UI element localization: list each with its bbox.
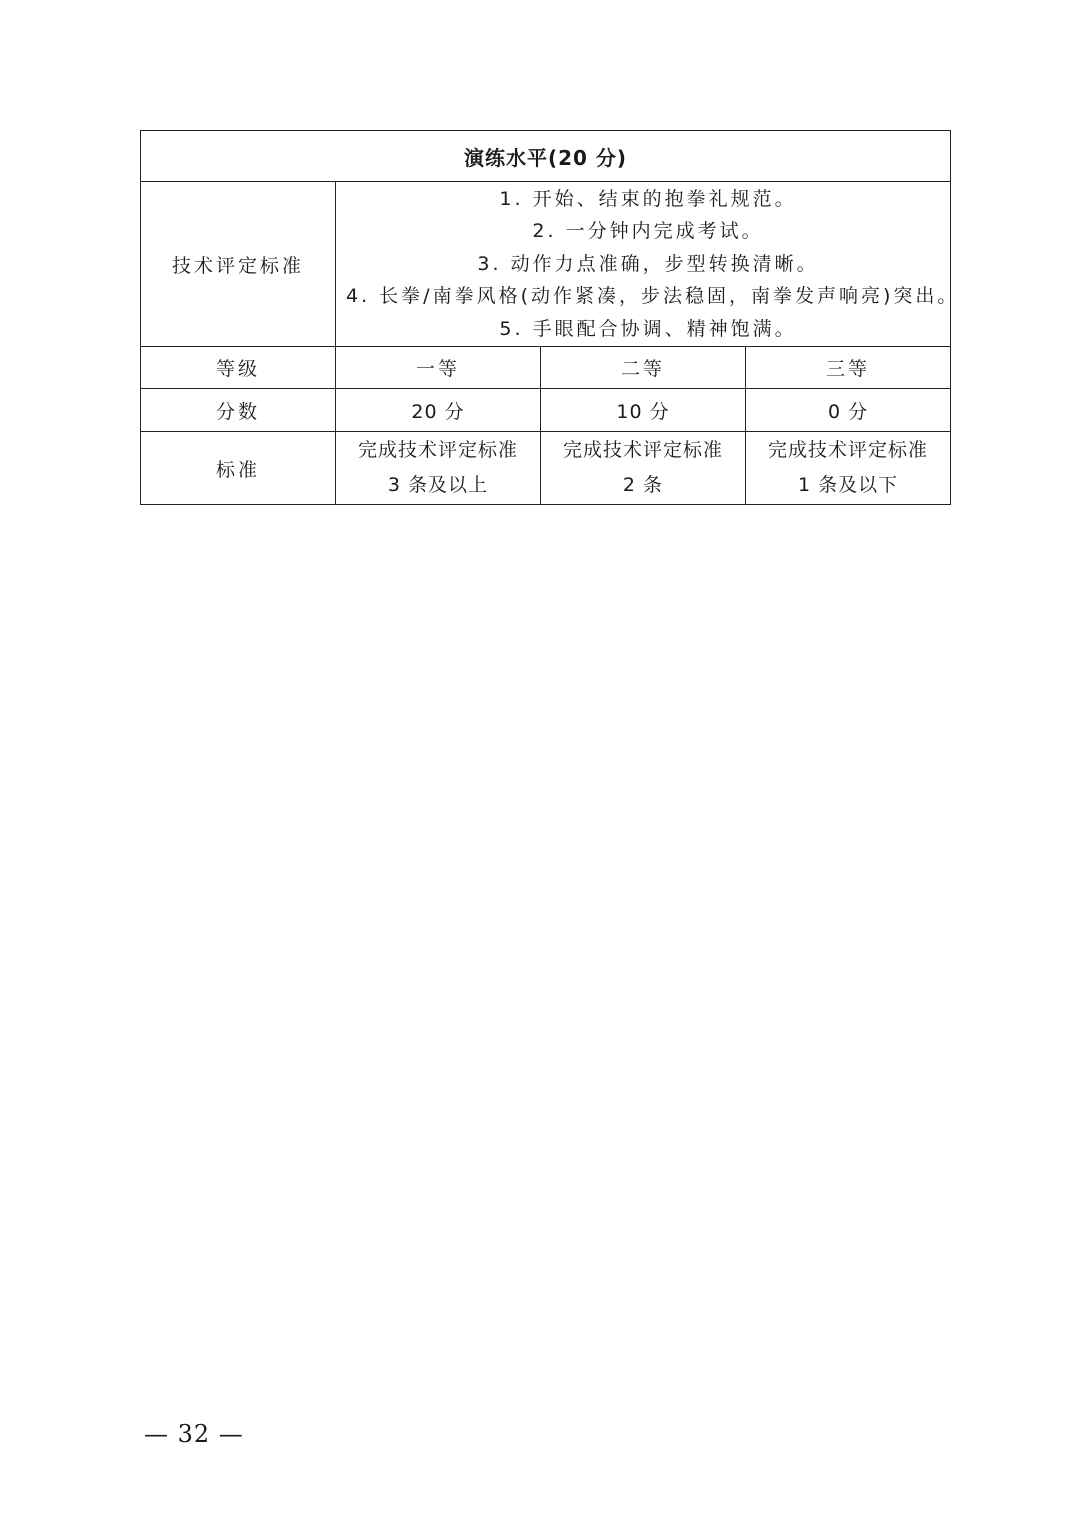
level-third: 三等: [746, 347, 951, 389]
score-third: 0 分: [746, 389, 951, 432]
standard-third-line1: 完成技术评定标准: [768, 439, 929, 461]
criteria-item: 4. 长拳/南拳风格(动作紧凑，步法稳固，南拳发声响亮)突出。: [346, 285, 960, 308]
standard-second-line2: 2 条: [622, 474, 664, 496]
standard-third-line2: 1 条及以下: [797, 474, 899, 496]
standard-first-line2: 3 条及以上: [387, 474, 489, 496]
standard-first: [336, 432, 541, 505]
score-second: 10 分: [541, 389, 746, 432]
standard-row: [141, 432, 951, 505]
criteria-item: 5. 手眼配合协调、精神饱满。: [499, 317, 797, 340]
criteria-item: 1. 开始、结束的抱拳礼规范。: [499, 187, 797, 210]
scoring-table: [140, 130, 960, 505]
criteria-item: 2. 一分钟内完成考试。: [532, 220, 764, 243]
level-first: 一等: [336, 347, 541, 389]
page-number: — 32 —: [144, 1420, 244, 1448]
criteria-label: 技术评定标准: [141, 182, 336, 347]
standard-first-line1: 完成技术评定标准: [357, 439, 518, 461]
score-label: 分数: [141, 389, 336, 432]
score-first: 20 分: [336, 389, 541, 432]
level-second: 二等: [541, 347, 746, 389]
criteria-list: [336, 182, 960, 347]
score-row: [141, 389, 951, 432]
standard-third: [746, 432, 951, 505]
criteria-row: [141, 182, 951, 347]
standard-second: [541, 432, 746, 505]
standard-label: 标准: [141, 432, 336, 505]
table-title: 演练水平(20 分): [141, 131, 951, 182]
level-row: [141, 347, 951, 389]
level-label: 等级: [141, 347, 336, 389]
standard-second-line1: 完成技术评定标准: [562, 439, 723, 461]
criteria-item: 3. 动作力点准确，步型转换清晰。: [477, 252, 819, 275]
table-title-row: [141, 131, 951, 182]
